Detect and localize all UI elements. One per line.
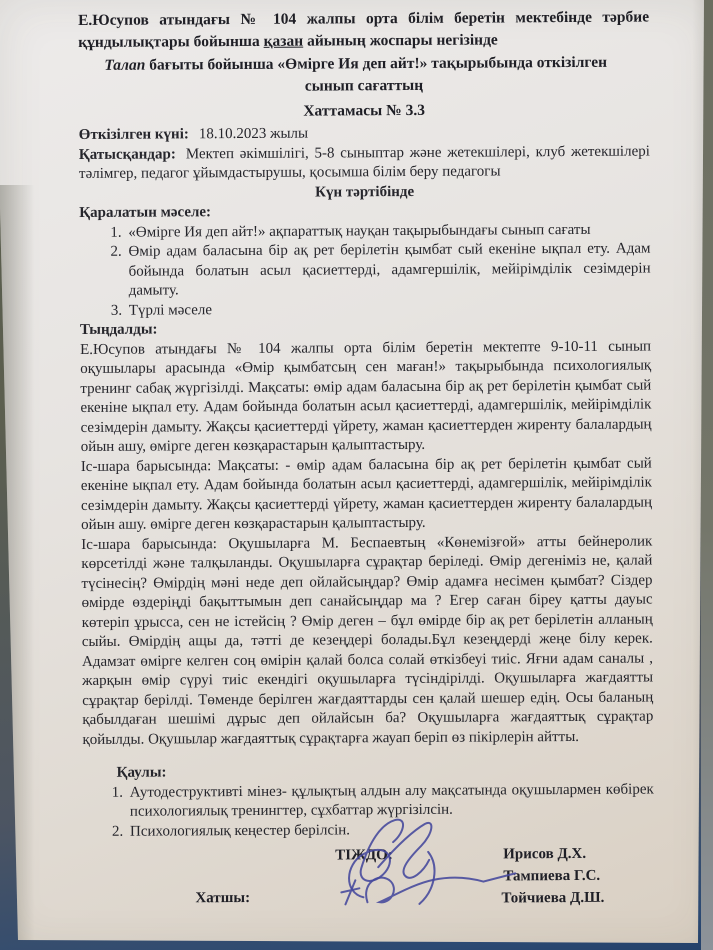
signature-block — [83, 843, 654, 912]
agenda-label: Қаралатын мәселе: — [79, 204, 212, 222]
resolution-item: 1. Аутодеструктивті мінез- құлықтың алдын алу мақсатында оқушылармен көбірек психологиялық тренингтер, сұхбаттар жүргізілсін. — [127, 780, 654, 822]
resolution-label: Қаулы: — [116, 764, 167, 782]
signature-role-tizhdo: ТІЖДО: — [335, 847, 393, 864]
day-agenda-heading: Күн тәртібінде — [315, 183, 415, 201]
signature-name-irisov: Ирисов Д.Х. — [503, 846, 587, 863]
subtitle-tail: сынып сағаттың — [304, 77, 424, 96]
signature-role-secretary: Хатшы: — [195, 890, 251, 907]
signature-name-tampieva: Тампиева Г.С. — [503, 868, 601, 885]
document-content — [78, 7, 655, 913]
agenda-list — [79, 220, 651, 321]
meta-section — [79, 123, 650, 204]
title-text-tail: айының жоспары негізінде — [303, 31, 498, 51]
signature-name-toichieva: Тойчиева Д.Ш. — [501, 890, 605, 907]
direction-name: Талап — [104, 56, 146, 74]
participants-value: Мектеп әкімшілігі, 5-8 сыныптар және жетекшілері, клуб жетекшілері тәлімгер, педагог ұйымдастырушы, қосымша білім беру педагогы — [78, 143, 650, 183]
direction-text: бағыты бойынша «Өмірге Ия деп айт!» тақырыбында откізілген — [145, 53, 608, 74]
title-text: Е.Юсупов атындағы № 104 жалпы орта білім беретін мектебінде тәрбие құндылықтары бойынша — [78, 8, 650, 52]
heard-paragraph-2: Іс-шара барысында: Мақсаты: - өмір адам баласына бір ақ рет берілетін қымбат сый екеніне ықпал ету. Адам бойында болатын асыл қасиеттерді, адамгершілік, мейірімділік сезімдерін дамыту. Жақсы қасиеттерді үйрету, жаман қасиеттерден жиренту балалардың ойын ашу. өмірге деген көзқарастарын қалыптастыру. — [80, 455, 653, 534]
document-subtitle — [78, 51, 649, 77]
heard-paragraph-3: Іс-шара барысында: Оқушыларға М. Беспаевтың «Көнемізғой» атты бейнеролик көрсетілді және талқыланды. Оқушыларға сұрақтар беріледі. Өмір дегеніміз не, қалай түсінесің? Өмірдің мәні неде деп ойлайсыңдар? Өмір адамға несімен қымбат? Сіздер өмірде өздеріңді бақыттымын деп санайсыңдар ма ? Егер саған біреу қатты дауыс көтеріп ұрысса, сен не істейсің ? Өмір деген – бұл өмірде бір ақ рет берілетін алланың сыйы. Өмірдің ащы да, тәтті де кезеңдері болады.Бұл кезеңдерді жеңе білу керек. Адамзат өмірге келген соң өмірін қалай болса солай өткізбеуі тиіс. Яғни адам саналы , жарқын өмір сүруі тиіс екендігі оқушыларға түсіндірілді. Оқушыларға жағдаятты сұрақтар берілді. Төменде берілген жағдаяттарды сен қалай шешер едің. Осы баланың қабылдаған шешімі дұрыс деп ойлайсын ба? Оқушыларға жағдаяттық сұрақтар қойылды. Оқушылар жағдаяттық сұрақтарға жауап беріп өз пікірлерін айтты. — [81, 533, 654, 748]
resolution-item: 2. Психологиялық кеңестер берілсін. — [127, 819, 654, 842]
agenda-item: 3. Түрлі мәселе — [126, 298, 651, 321]
document-title — [78, 7, 649, 55]
date-label: Өткізілген күні: — [78, 126, 189, 144]
agenda-item: 2. Өмір адам баласына бір ақ рет берілетін қымбат сый екеніне ықпал ету. Адам бойында болатын асыл қасиеттерді, адамгершілік, мейірімділік сезімдерін дамыту. — [125, 240, 650, 302]
participants-label: Қатысқандар: — [78, 146, 176, 163]
protocol-number: Хаттамасы № 3.3 — [303, 101, 425, 120]
underlined-month: қазан — [263, 33, 304, 51]
date-value: 18.10.2023 жылы — [198, 125, 309, 143]
agenda-item: 1. «Өмірге Ия деп айт!» ақпараттық науқан тақырыбындағы сынып сағаты — [125, 220, 650, 243]
heard-label: Тыңдалды: — [79, 321, 158, 339]
participants-line — [79, 142, 650, 184]
heard-paragraph-1: Е.Юсупов атындағы № 104 жалпы орта білім беретін мектепте 9-10-11 сынып оқушылары арасында «Өмір қымбатсың сен маған!» тақырыбында психологиялық тренинг сабақ жүргізілді. Мақсаты: өмір адам баласына бір ақ рет берілетін қымбат сый екеніне ықпал ету. Адам бойында болатын асыл қасиеттерді, адамгершілік, мейірімділік сезімдерін дамыту. Жақсы қасиеттерді үйрету, жаман қасиеттерден жиренту балалардың ойын ашу, өмірге деген көзқарастарын қалыптастыру. — [80, 338, 652, 456]
handwritten-signature-icon — [333, 812, 519, 913]
